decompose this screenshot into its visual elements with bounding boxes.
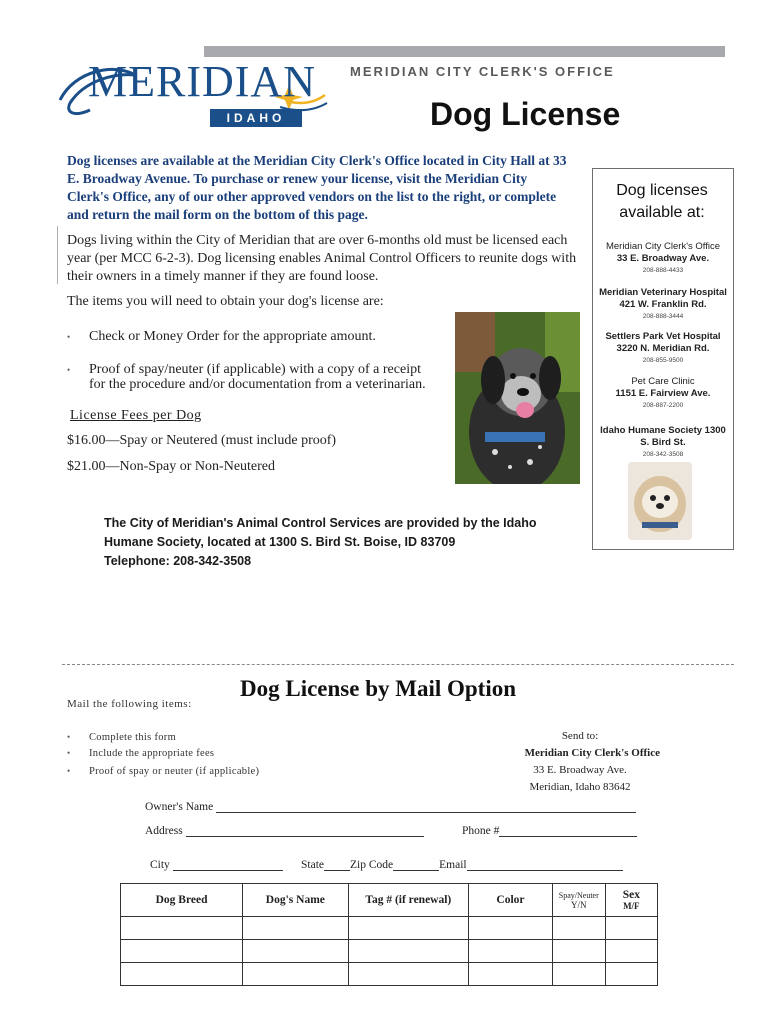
fees-heading: License Fees per Dog [70,408,202,423]
fee-spayed: $16.00—Spay or Neutered (must include proof) [67,433,337,448]
col-spay-neuter [552,884,605,917]
office-heading: MERIDIAN CITY CLERK'S OFFICE [350,64,615,79]
owner-name-label: Owner's Name [145,801,214,813]
notice-line: The City of Meridian's Animal Control Services are provided by the Idaho [104,516,537,530]
table-cell[interactable] [121,963,243,986]
vendor-address: 421 W. Franklin Rd. [619,299,707,310]
bullet-text-continued: for the procedure and/or documentation from a veterinarian. [89,377,426,392]
vendor-item [593,425,733,460]
divider [57,226,58,284]
spay-neuter-label: Spay/Neuter [558,890,599,900]
vendor-phone: 208-888-3444 [642,313,684,320]
vendor-phone: 208-855-9500 [642,357,684,364]
bullet-icon: • [67,748,71,758]
vendor-item [593,241,733,276]
state-zip-email-row [301,858,623,871]
table-cell[interactable] [243,940,348,963]
vendor-name: Settlers Park Vet Hospital [605,331,721,342]
sex-label: Sex [622,889,640,901]
table-cell[interactable] [469,940,553,963]
table-cell[interactable] [605,917,657,940]
list-item [67,748,215,759]
mailing-address [500,728,660,796]
phone-field[interactable] [499,824,637,837]
vendor-address: 1151 E. Fairview Ave. [615,388,711,399]
phone-label: Phone # [462,825,500,837]
table-row [121,917,658,940]
owner-name-field[interactable] [216,800,636,813]
vendor-box-title [592,180,732,224]
table-cell[interactable] [121,917,243,940]
spay-neuter-sub: Y/N [571,899,587,910]
table-row [121,963,658,986]
logo-wordmark: MERIDIAN [88,57,316,106]
owner-name-row [145,800,636,813]
small-dog-photo [628,462,692,540]
cut-line [62,664,734,665]
col-dog-breed: Dog Breed [121,884,243,917]
logo-state: IDAHO [210,109,302,127]
send-to-city: Meridian, Idaho 83642 [529,781,631,793]
vendor-item [593,287,733,322]
dog-photo [455,312,580,484]
send-to-label: Send to: [561,730,599,742]
list-item [67,732,177,743]
table-cell[interactable] [348,917,468,940]
intro-text: Dog licenses are available at the Meridian City Clerk's Office located in City Hall at 33 E. Broadway Avenue. To purchase or renew your license, visit the Meridian City Clerk's Office, any of our other approved vendors on the list to the right, or complete and return the mail form on the bottom of this page. [67,153,567,222]
notice-line: Humane Society, located at 1300 S. Bird St. Boise, ID 83709 [104,535,456,549]
table-cell[interactable] [243,917,348,940]
table-cell[interactable] [552,963,605,986]
col-color: Color [469,884,553,917]
col-dog-name: Dog's Name [243,884,348,917]
bullet-text: Check or Money Order for the appropriate amount. [89,329,376,344]
mail-items-label: Mail the following items: [67,698,192,710]
mail-item-text: Complete this form [89,732,177,743]
vendor-address: S. Bird St. [640,437,686,448]
list-item [67,361,426,392]
address-row [145,824,424,837]
vendor-name: Pet Care Clinic [631,376,695,387]
send-to-street: 33 E. Broadway Ave. [533,764,627,776]
vendor-name: Meridian Veterinary Hospital [599,287,727,298]
state-label: State [301,859,324,871]
page-title: Dog License [430,96,621,132]
table-cell[interactable] [348,963,468,986]
vendor-name: Meridian City Clerk's Office [605,241,721,252]
send-to-name: Meridian City Clerk's Office [524,747,660,759]
vendor-item [593,331,733,366]
mail-item-text: Include the appropriate fees [89,748,215,759]
vendor-title-line: available at: [619,204,705,221]
city-row [150,858,283,871]
zip-field[interactable] [393,858,439,871]
vendor-address: 33 E. Broadway Ave. [616,253,710,264]
email-label: Email [439,859,467,871]
requirements-intro: The items you will need to obtain your dog's license are: [67,294,384,309]
table-cell[interactable] [552,940,605,963]
vendor-address: 3220 N. Meridian Rd. [616,343,710,354]
bullet-icon: • [67,365,71,375]
dog-info-table [120,883,658,986]
col-sex [605,884,657,917]
table-cell[interactable] [121,940,243,963]
mail-section-title: Dog License by Mail Option [240,676,517,701]
table-cell[interactable] [552,917,605,940]
vendor-phone: 208-888-4433 [642,267,684,274]
sex-sub: M/F [623,901,640,911]
mail-item-text: Proof of spay or neuter (if applicable) [89,766,260,777]
table-header-row [121,884,658,917]
table-row [121,940,658,963]
table-cell[interactable] [469,917,553,940]
table-cell[interactable] [243,963,348,986]
zip-label: Zip Code [350,859,394,871]
table-cell[interactable] [469,963,553,986]
vendor-phone: 208-887-2200 [642,402,684,409]
bullet-text: Proof of spay/neuter (if applicable) with a copy of a receipt [89,362,421,377]
list-item [67,766,260,777]
vendor-title-line: Dog licenses [616,182,708,199]
fee-unspayed: $21.00—Non-Spay or Non-Neutered [67,459,276,474]
vendor-name: Idaho Humane Society 1300 [600,425,726,436]
city-field[interactable] [173,858,283,871]
email-field[interactable] [467,858,623,871]
address-label: Address [145,825,183,837]
notice-phone: Telephone: 208-342-3508 [104,554,252,568]
list-item [67,328,376,346]
bullet-icon: • [67,332,71,342]
licensing-paragraph: Dogs living within the City of Meridian that are over 6-months old must be licensed each year (per MCC 6-2-3). Dog licensing enables Animal Control Officers to reunite dogs with their owners in a timely manner if they are found loose. [67,233,577,284]
bullet-icon: • [67,766,71,776]
city-label: City [150,859,170,871]
animal-control-notice [104,514,584,571]
col-tag-number: Tag # (if renewal) [348,884,468,917]
table-cell[interactable] [348,940,468,963]
table-cell[interactable] [605,963,657,986]
table-cell[interactable] [605,940,657,963]
phone-row [462,824,637,837]
vendor-phone: 208-342-3508 [642,451,684,458]
address-field[interactable] [186,824,424,837]
bullet-icon: • [67,732,71,742]
state-field[interactable] [324,858,350,871]
vendor-item [593,376,733,411]
